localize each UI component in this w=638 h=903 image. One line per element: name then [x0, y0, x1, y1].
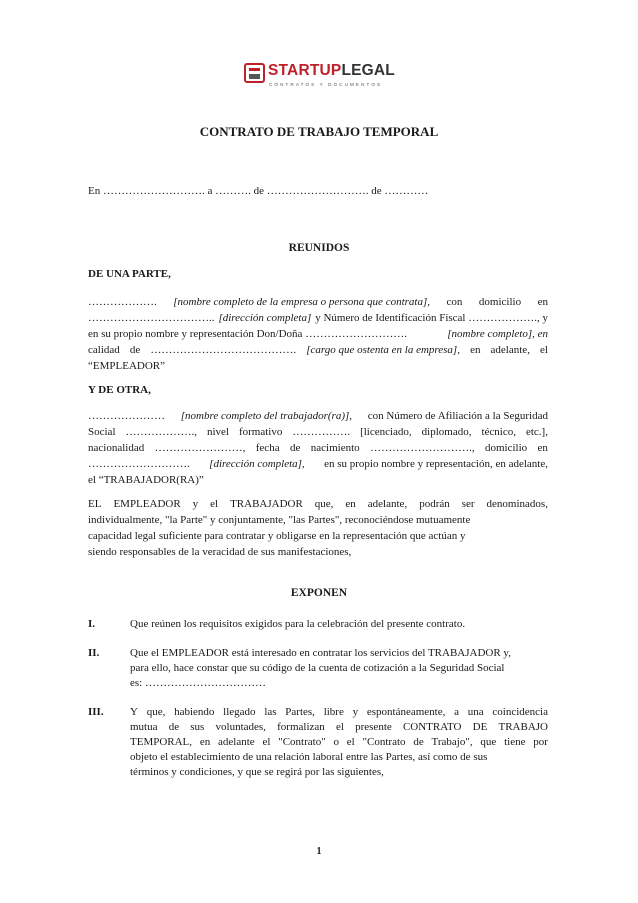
text-run: términos y condiciones, y que se regirá por las siguientes,	[130, 766, 384, 778]
text-line	[130, 705, 548, 720]
text-run: y	[352, 706, 359, 718]
text-run: en	[537, 296, 548, 308]
item-number: II.	[88, 647, 100, 659]
text-run: calidad	[88, 344, 120, 356]
text-run: con	[446, 296, 463, 308]
text-run: adelante	[218, 736, 255, 748]
text-run: capacidad legal suficiente para contratar y obligarse en la representación que actúan y	[88, 530, 466, 542]
text-run: domicilio	[478, 296, 522, 308]
text-run: Y	[130, 706, 138, 718]
logo-tagline: CONTRATOS Y DOCUMENTOS	[269, 82, 383, 87]
text-run: a	[454, 706, 459, 718]
text-line	[88, 358, 548, 374]
text-run: denominados,	[486, 498, 548, 510]
text-run: [nombre completo], en	[447, 328, 548, 340]
text-line	[88, 544, 548, 560]
text-run: ser	[461, 498, 475, 510]
text-line	[88, 496, 548, 512]
text-run: objeto el establecimiento de una relación laboral entre las Partes, así como de sus	[130, 751, 488, 763]
text-run: de	[168, 721, 180, 733]
text-run: en su propio nombre y representación, en adelante,	[324, 458, 548, 470]
text-run: el	[262, 736, 271, 748]
text-line	[88, 528, 548, 544]
text-run: Que el EMPLEADOR está interesado en contratar los servicios del TRABAJADOR y,	[130, 647, 511, 659]
text-run: en	[199, 736, 211, 748]
text-run: de	[129, 344, 141, 356]
text-run: Social	[88, 426, 116, 438]
text-run: en su propio nombre y representación Don/Doña ……………………….	[88, 328, 407, 340]
text-run: coincidencia	[492, 706, 548, 718]
text-run: Que reúnen los requisitos exigidos para la celebración del presente contrato.	[130, 618, 466, 630]
text-line	[88, 512, 548, 528]
text-run: ……………….	[88, 296, 157, 308]
text-line	[130, 646, 548, 661]
text-run: ……………………….,	[370, 442, 475, 454]
text-run: "Contrato	[362, 736, 406, 748]
text-run: CONTRATO	[402, 721, 462, 733]
text-line	[130, 617, 548, 632]
part2-paragraph	[88, 408, 548, 488]
text-line	[130, 765, 548, 780]
text-line	[88, 294, 548, 310]
text-line	[88, 456, 548, 472]
part2-heading: Y DE OTRA,	[88, 384, 151, 396]
text-run: TRABAJADOR	[230, 498, 303, 510]
text-run: en	[345, 498, 356, 510]
text-line	[88, 408, 548, 424]
text-run: [nombre completo de la empresa o persona que contrata],	[173, 296, 430, 308]
text-run: adelante,	[490, 344, 530, 356]
item-text	[130, 705, 548, 780]
text-run: ……………………,	[154, 442, 246, 454]
text-run: el	[540, 344, 548, 356]
date-line: En ………………………. a ………. de ………………………. de …………	[88, 185, 429, 197]
text-run: formativo	[238, 426, 283, 438]
text-run: de	[413, 736, 424, 748]
text-run: domicilio	[484, 442, 528, 454]
text-run: el	[335, 721, 344, 733]
text-run: es: ……………………………	[130, 677, 266, 689]
text-run: [dirección completa],	[209, 458, 305, 470]
text-line	[88, 342, 548, 358]
logo-wordmark: STARTUPLEGAL	[268, 62, 395, 79]
text-line	[130, 661, 548, 676]
text-run: diplomado,	[421, 426, 472, 438]
text-run: TEMPORAL,	[130, 736, 193, 748]
text-run: y Número de Identificación Fiscal ………………., y	[315, 312, 548, 324]
text-run: llegado	[223, 706, 256, 718]
text-run: etc.],	[525, 426, 548, 438]
text-run: que	[480, 736, 497, 748]
text-run: por	[533, 736, 548, 748]
text-run: espontáneamente,	[366, 706, 446, 718]
text-run: [dirección completa]	[218, 312, 312, 324]
text-run: tiene	[504, 736, 526, 748]
text-run: con Número de Afiliación a la Seguridad	[367, 410, 548, 422]
text-line	[130, 750, 548, 765]
text-run: y	[192, 498, 199, 510]
text-run: nacionalidad	[88, 442, 145, 454]
reunidos-heading: REUNIDOS	[288, 242, 350, 254]
text-run: o	[333, 736, 339, 748]
text-run: podrán	[419, 498, 450, 510]
text-line	[88, 440, 548, 456]
part1-paragraph	[88, 294, 548, 374]
item-number: III.	[88, 706, 104, 718]
text-run: …………….	[292, 426, 351, 438]
text-run: una	[467, 706, 484, 718]
text-run: Trabajo",	[431, 736, 473, 748]
text-run: el	[210, 498, 219, 510]
text-run: [licenciado,	[360, 426, 412, 438]
item-text	[130, 617, 548, 632]
text-run: EL	[88, 498, 102, 510]
text-run: voluntades,	[215, 721, 266, 733]
text-run: que,	[146, 706, 166, 718]
text-line	[130, 720, 548, 735]
text-run: "Contrato"	[278, 736, 326, 748]
text-run: sus	[190, 721, 205, 733]
text-run: que,	[314, 498, 334, 510]
text-run: “EMPLEADOR”	[88, 360, 165, 372]
text-line	[88, 310, 548, 326]
item-text	[130, 646, 548, 691]
text-run: para ello, hace constar que su código de la cuenta de cotización a la Seguridad Social	[130, 662, 505, 674]
text-run: nacimiento	[310, 442, 360, 454]
text-run: EMPLEADOR	[113, 498, 181, 510]
document-window-icon	[244, 63, 265, 83]
page-number: 1	[316, 846, 322, 857]
text-run: en	[470, 344, 481, 356]
text-run: libre	[323, 706, 344, 718]
text-run: en	[537, 442, 548, 454]
text-run: TRABAJO	[498, 721, 548, 733]
text-line	[130, 735, 548, 750]
text-run: individualmente, "la Parte" y conjuntamente, "las Partes", reconociéndose mutuamente	[88, 514, 471, 526]
text-run: el “TRABAJADOR(RA)”	[88, 474, 204, 486]
closing-paragraph	[88, 496, 548, 560]
text-run: habiendo	[174, 706, 215, 718]
text-run: adelante,	[367, 498, 408, 510]
text-line	[88, 472, 548, 488]
startuplegal-logo	[244, 60, 395, 92]
text-run: Partes,	[285, 706, 315, 718]
text-run: siendo responsables de la veracidad de sus manifestaciones,	[88, 546, 352, 558]
item-number: I.	[88, 618, 96, 630]
text-run: ……………………………..	[88, 312, 215, 324]
document-title: CONTRATO DE TRABAJO TEMPORAL	[199, 124, 439, 139]
text-run: [cargo que ostenta en la empresa],	[306, 344, 460, 356]
text-run: ………………………………….	[150, 344, 297, 356]
text-run: el	[346, 736, 355, 748]
text-run: formalizan	[277, 721, 325, 733]
text-run: mutua	[130, 721, 158, 733]
text-run: [nombre completo del trabajador(ra)],	[180, 410, 353, 422]
text-run: DE	[472, 721, 488, 733]
text-run: las	[264, 706, 277, 718]
text-line	[130, 676, 548, 691]
text-run: presente	[355, 721, 392, 733]
text-run: …………………	[88, 410, 165, 422]
text-run: ……………….,	[125, 426, 197, 438]
part1-heading: DE UNA PARTE,	[88, 268, 171, 280]
text-run: ……………………….	[88, 458, 190, 470]
text-run: de	[289, 442, 301, 454]
text-run: técnico,	[481, 426, 516, 438]
text-line	[88, 326, 548, 342]
text-run: fecha	[255, 442, 280, 454]
text-run: nivel	[206, 426, 229, 438]
text-line	[88, 424, 548, 440]
exponen-heading: EXPONEN	[290, 587, 348, 599]
